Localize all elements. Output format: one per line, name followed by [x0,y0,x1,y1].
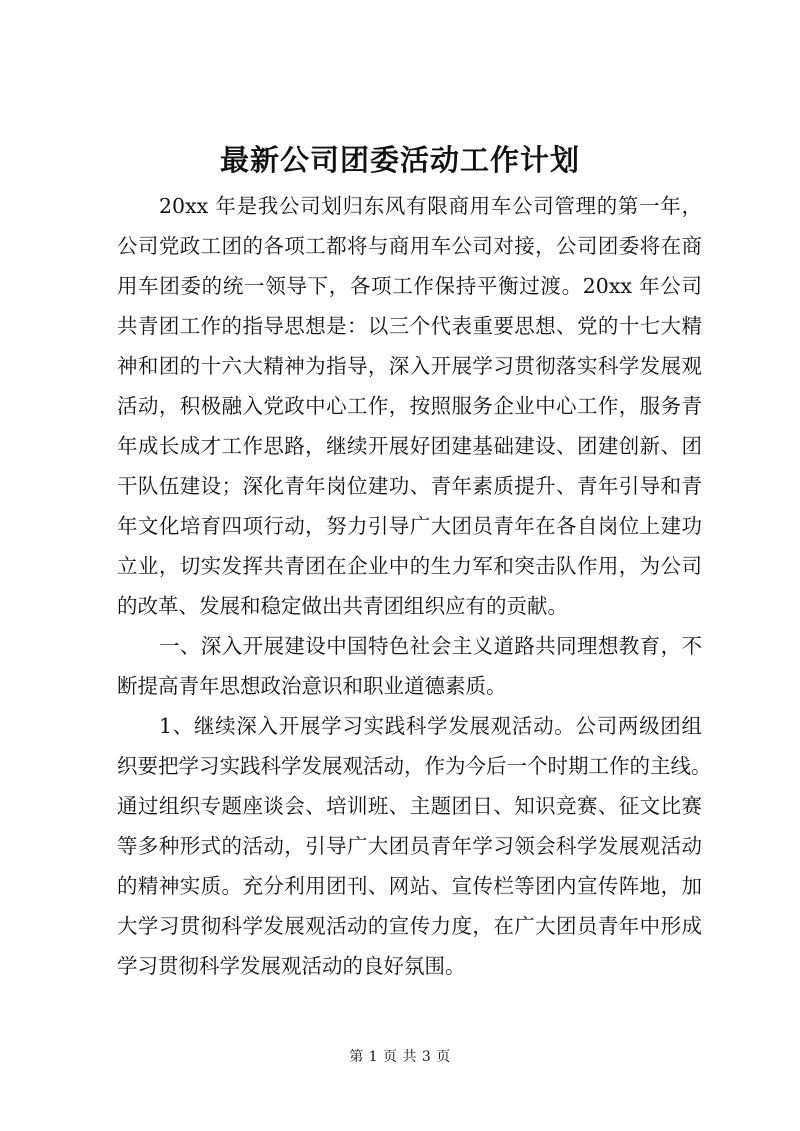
paragraph-3-line-1: 1、继续深入开展学习实践科学发展观活动。公司两级团组 [159,714,702,738]
paragraph-1-line-11: 的改革、发展和稳定做出共青团组织应有的贡献。 [117,594,568,618]
paragraph-1-line-2: 公司党政工团的各项工都将与商用车公司对接，公司团委将在商 [117,234,702,258]
paragraph-1-line-6: 活动，积极融入党政中心工作，按照服务企业中心工作，服务青 [117,394,702,418]
paragraph-2-line-1: 一、深入开展建设中国特色社会主义道路共同理想教育，不 [159,634,702,658]
paragraph-3-line-6: 大学习贯彻科学发展观活动的宣传力度，在广大团员青年中形成 [117,914,702,938]
document-body [117,186,712,986]
page-footer: 第 1 页 共 3 页 [349,1049,451,1065]
paragraph-1-line-10: 立业，切实发挥共青团在企业中的生力军和突击队作用，为公司 [117,554,702,578]
paragraph-3-line-3: 通过组织专题座谈会、培训班、主题团日、知识竞赛、征文比赛 [117,794,702,818]
paragraph-1-line-5: 神和团的十六大精神为指导，深入开展学习贯彻落实科学发展观 [117,354,702,378]
paragraph-1-line-4: 共青团工作的指导思想是：以三个代表重要思想、党的十七大精 [117,314,702,338]
document-title: 最新公司团委活动工作计划 [219,143,580,177]
paragraph-1-line-7: 年成长成才工作思路，继续开展好团建基础建设、团建创新、团 [117,434,702,458]
paragraph-3-line-7: 学习贯彻科学发展观活动的良好氛围。 [117,954,466,978]
paragraph-1-line-8: 干队伍建设；深化青年岗位建功、青年素质提升、青年引导和青 [117,474,702,498]
paragraph-1-line-3: 用车团委的统一领导下，各项工作保持平衡过渡。20xx 年公司 [117,274,702,298]
paragraph-2-line-2: 断提高青年思想政治意识和职业道德素质。 [117,674,507,698]
paragraph-3-line-2: 织要把学习实践科学发展观活动，作为今后一个时期工作的主线。 [117,754,712,778]
paragraph-3-line-4: 等多种形式的活动，引导广大团员青年学习领会科学发展观活动 [117,834,702,858]
paragraph-1-line-9: 年文化培育四项行动，努力引导广大团员青年在各自岗位上建功 [117,514,702,538]
paragraph-3-line-5: 的精神实质。充分利用团刊、网站、宣传栏等团内宣传阵地，加 [117,874,702,898]
paragraph-1-line-1: 20xx 年是我公司划归东风有限商用车公司管理的第一年， [159,194,702,218]
